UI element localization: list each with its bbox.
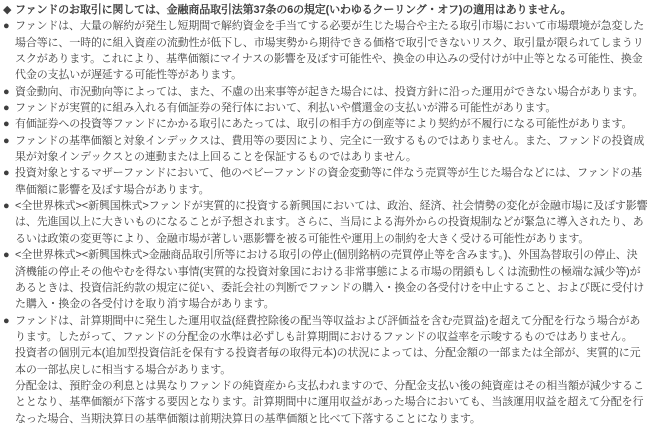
disclaimer-item	[3, 84, 648, 100]
circle-bullet-icon: ●	[3, 102, 10, 115]
disclaimer-item	[3, 198, 648, 247]
circle-bullet-icon: ●	[3, 134, 10, 147]
disclaimer-item-text: 投資対象とするマザーファンドにおいて、他のベビーファンドの資金変動等に伴なう売買等が生じた場合などには、ファンドの基準価額に影響を及ぼす場合があります。	[15, 167, 642, 196]
disclaimer-item-text: ファンドは、計算期間中に発生した運用収益(経費控除後の配当等収益および評価益を含む売買益)を超えて分配を行なう場合があります。したがって、ファンドの分配金の水準は必ずしも計算期間におけるファンドの収益率を示唆するものではありません。	[15, 314, 641, 343]
disclaimer-heading	[3, 2, 648, 18]
diamond-bullet-icon: ◆	[3, 4, 12, 16]
disclaimer-item-text: ファンドは、大量の解約が発生し短期間で解約資金を手当てする必要が生じた場合や主たる取引市場において市場環境が急変した場合等に、一時的に組入資産の流動性が低下し、市場実勢から期待できる価格で取引できないリスク、取引量が限られてしまうリスクがあります。これにより、基準価額にマイナスの影響を及ぼす可能性や、換金の申込みの受付けが中止等となる可能性、換金代金の支払いが遅延する可能性等があります。	[15, 20, 645, 82]
disclaimer-item	[3, 313, 648, 346]
disclaimer-item-text: 有価証券への投資等ファンドにかかる取引にあたっては、取引の相手方の倒産等により契約が不履行になる可能性があります。	[15, 118, 633, 131]
circle-bullet-icon: ●	[3, 167, 10, 180]
disclaimer-item-text: ファンドが実質的に組み入れる有価証券の発行体において、利払いや償還金の支払いが滞る可能性があります。	[15, 102, 557, 115]
disclaimer-subparagraph	[3, 378, 648, 427]
circle-bullet-icon: ●	[3, 249, 10, 262]
disclaimer-heading-text: ファンドのお取引に関しては、金融商品取引法第37条の6の規定(いわゆるクーリング・オフ)の適用はありません。	[15, 4, 572, 16]
disclaimer-item	[3, 116, 648, 132]
circle-bullet-icon: ●	[3, 20, 10, 33]
circle-bullet-icon: ●	[3, 200, 10, 213]
disclaimer-subparagraph-text: 投資者の個別元本(追加型投資信託を保有する投資者毎の取得元本)の状況によっては、分配金額の一部または全部が、実質的に元本の一部払戻しに相当する場合があります。	[15, 347, 641, 376]
disclaimer-item	[3, 165, 648, 198]
disclaimer-item-text: ファンドの基準価額と対象インデックスは、費用等の要因により、完全に一致するものではありません。また、ファンドの投資成果が対象インデックスとの連動または上回ることを保証するものではありません。	[15, 134, 645, 164]
circle-bullet-icon: ●	[3, 314, 10, 327]
disclaimer-item	[3, 18, 648, 83]
disclaimer-subparagraph-text: 分配金は、預貯金の利息とは異なりファンドの純資産から支払われますので、分配金支払い後の純資産はその相当額が減少することとなり、基準価額が下落する要因となります。計算期間中に運用収益があった場合においても、当該運用収益を超えて分配を行なった場合、当期決算日の基準価額は前期決算日の基準価額と比べて下落することになります。	[15, 379, 644, 425]
disclaimer-item	[3, 133, 648, 166]
disclaimer-subparagraph	[3, 345, 648, 378]
disclaimer-item	[3, 247, 648, 312]
disclaimer-item	[3, 100, 648, 116]
circle-bullet-icon: ●	[3, 85, 10, 98]
disclaimer-item-text: <全世界株式><新興国株式>金融商品取引所等における取引の停止(個別銘柄の売買停止等を含みます。)、外国為替取引の停止、決済機能の停止その他やむを得ない事情(実質的な投資対象国における非常事態による市場の閉鎖もしくは流動性の極端な減少等)があるときは、投資信託約款の規定に従い、委託会社の判断でファンドの購入・換金の各受付けを中止すること、および既に受付けた購入・換金の各受付けを取り消す場合があります。	[15, 249, 645, 311]
circle-bullet-icon: ●	[3, 118, 10, 131]
disclaimer-item-text: <全世界株式><新興国株式>ファンドが実質的に投資する新興国においては、政治、経済、社会情勢の変化が金融市場に及ぼす影響は、先進国以上に大きいものになることが予想されます。さらに、当局による海外からの投資規制などが緊急に導入されたり、あるいは政策の変更等により、金融市場が著しい悪影響を被る可能性や運用上の制約を大きく受ける可能性があります。	[15, 200, 648, 245]
disclaimer-item-text: 資金動向、市況動向等によっては、また、不慮の出来事等が起きた場合には、投資方針に沿った運用ができない場合があります。	[15, 85, 644, 98]
